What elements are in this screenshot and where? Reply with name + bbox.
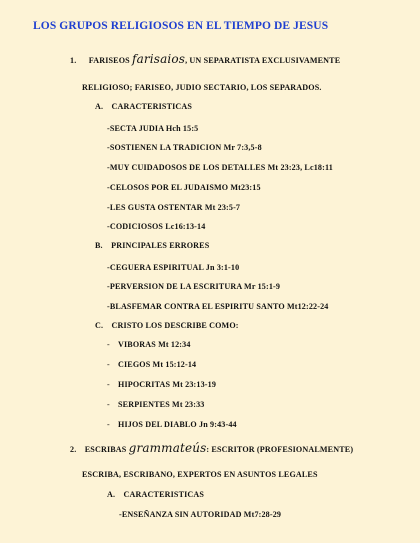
subheading-a bbox=[95, 102, 192, 111]
section-2-heading-line2: ESCRIBA, ESCRIBANO, EXPERTOS EN ASUNTOS LEGALES bbox=[82, 470, 318, 479]
sub-label: PRINCIPALES ERRORES bbox=[111, 241, 210, 250]
sub-label: CARACTERISTICAS bbox=[111, 102, 193, 111]
list-item: -CELOSOS POR EL JUDAISMO Mt23:15 bbox=[107, 183, 261, 192]
sub-label: CARACTERISTICAS bbox=[123, 490, 205, 499]
subheading-b bbox=[95, 241, 209, 250]
list-item: -CODICIOSOS Lc16:13-14 bbox=[107, 222, 206, 231]
sub-letter: C. bbox=[95, 321, 104, 330]
list-item: -MUY CUIDADOSOS DE LOS DETALLES Mt 23:23, Lc18:11 bbox=[107, 163, 333, 172]
list-item: HIPOCRITAS Mt 23:13-19 bbox=[118, 380, 217, 389]
subheading-a bbox=[107, 490, 204, 499]
bullet-marker: - bbox=[107, 400, 110, 409]
list-item: -SECTA JUDIA Hch 15:5 bbox=[107, 124, 199, 133]
subheading-c bbox=[95, 321, 239, 330]
list-item: -PERVERSION DE LA ESCRITURA Mr 15:1-9 bbox=[107, 282, 281, 291]
list-item: HIJOS DEL DIABLO Jn 9:43-44 bbox=[118, 420, 237, 429]
section-2-heading-text-cont: : ESCRITOR (PROFESIONALMENTE) bbox=[206, 445, 354, 454]
list-item: -BLASFEMAR CONTRA EL ESPIRITU SANTO Mt12:22-24 bbox=[107, 302, 329, 311]
section-number: 2. bbox=[70, 445, 77, 454]
list-item: -ENSEÑANZA SIN AUTORIDAD Mt7:28-29 bbox=[119, 510, 282, 519]
bullet-marker: - bbox=[107, 360, 110, 369]
sub-label: CRISTO LOS DESCRIBE COMO: bbox=[111, 321, 239, 330]
section-2-heading bbox=[70, 441, 353, 455]
bullet-marker: - bbox=[107, 380, 110, 389]
list-item: -LES GUSTA OSTENTAR Mt 23:5-7 bbox=[107, 203, 241, 212]
greek-term: grammateús bbox=[128, 441, 207, 455]
section-number: 1. bbox=[70, 56, 77, 65]
page-title: LOS GRUPOS RELIGIOSOS EN EL TIEMPO DE JESUS bbox=[33, 20, 329, 32]
list-item: CIEGOS Mt 15:12-14 bbox=[118, 360, 197, 369]
section-1-heading-line2: RELIGIOSO; FARISEO, JUDIO SECTARIO, LOS SEPARADOS. bbox=[82, 83, 322, 92]
list-item: SERPIENTES Mt 23:33 bbox=[118, 400, 205, 409]
section-2-heading-text: ESCRIBAS bbox=[84, 445, 129, 454]
bullet-marker: - bbox=[107, 340, 110, 349]
greek-term: farisaios bbox=[132, 52, 186, 66]
bullet-marker: - bbox=[107, 420, 110, 429]
list-item: -SOSTIENEN LA TRADICION Mr 7:3,5-8 bbox=[107, 143, 262, 152]
section-1-heading bbox=[70, 52, 340, 66]
list-item: -CEGUERA ESPIRITUAL Jn 3:1-10 bbox=[107, 263, 240, 272]
section-1-heading-text: FARISEOS bbox=[88, 56, 133, 65]
section-1-heading-text-cont: , UN SEPARATISTA EXCLUSIVAMENTE bbox=[185, 56, 341, 65]
sub-letter: B. bbox=[95, 241, 103, 250]
list-item: VIBORAS Mt 12:34 bbox=[118, 340, 191, 349]
sub-letter: A. bbox=[107, 490, 116, 499]
sub-letter: A. bbox=[95, 102, 104, 111]
